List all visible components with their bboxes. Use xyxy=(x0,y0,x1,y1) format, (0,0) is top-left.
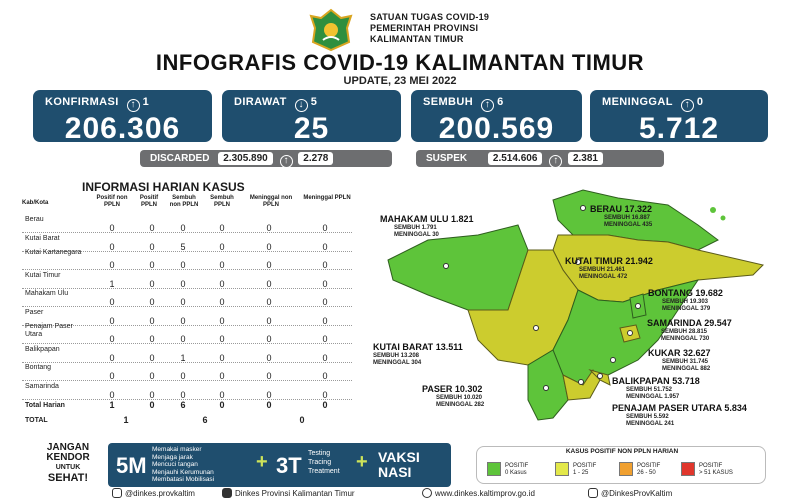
3t-item: Tracing xyxy=(308,459,332,466)
row-divider xyxy=(22,306,352,307)
arrow-up-icon: ↑ xyxy=(280,155,293,168)
discarded-value: 2.305.890 xyxy=(218,152,273,165)
arrow-down-icon: ↓ xyxy=(295,99,308,112)
3t-item: Testing xyxy=(308,450,331,457)
table-cell: 0 xyxy=(180,278,186,289)
table-cell: 0 xyxy=(266,371,272,381)
slogan-line: JANGAN xyxy=(46,442,90,453)
row-total-harian: Total Harian xyxy=(25,402,65,409)
table-cell: 1 xyxy=(109,400,115,410)
col-header-kabkota: Kab/Kota xyxy=(22,200,49,206)
legend-swatch-red xyxy=(681,462,695,476)
map-dot xyxy=(598,374,603,379)
5m-item: Membatasi Mobilisasi xyxy=(152,476,215,483)
plus-icon: + xyxy=(256,451,268,473)
slogan-line: SEHAT! xyxy=(47,472,89,484)
table-cell: 0 xyxy=(180,297,186,307)
arrow-up-icon: ↑ xyxy=(127,99,140,112)
arrow-up-icon: ↑ xyxy=(549,155,562,168)
stat-change: 5 xyxy=(310,96,318,108)
row-kabkota: Penajam Paser Utara xyxy=(25,323,73,338)
map-region-label: BONTANG 19.682 xyxy=(648,288,723,298)
map-dot xyxy=(611,358,616,363)
table-cell: 0 xyxy=(219,352,225,363)
table-cell: 0 xyxy=(266,400,272,410)
col-header: Positif PPLN xyxy=(139,195,159,208)
legend-swatch-yellow xyxy=(555,462,569,476)
row-divider xyxy=(22,362,352,363)
5m-item: Menjauhi Kerumunan xyxy=(152,468,214,476)
org-line-2: PEMERINTAH PROVINSI xyxy=(370,23,479,33)
stat-label: SEMBUH xyxy=(423,96,474,108)
table-cell: 0 xyxy=(219,278,225,289)
map-region-sub: SEMBUH 16.887 MENINGGAL 435 xyxy=(604,215,653,228)
stat-value: 5.712 xyxy=(638,112,720,145)
table-cell: 0 xyxy=(180,315,186,326)
row-divider xyxy=(22,232,352,233)
table-cell: 0 xyxy=(266,334,272,344)
map-region-label: MAHAKAM ULU 1.821 xyxy=(380,214,474,224)
page-title: INFOGRAFIS COVID-19 KALIMANTAN TIMUR xyxy=(155,50,645,75)
legend-swatch-green xyxy=(487,462,501,476)
map-region-sub: SEMBUH 31.745 MENINGGAL 882 xyxy=(662,359,711,372)
table-cell: 0 xyxy=(109,241,115,252)
col-header: Sembuh PPLN xyxy=(210,195,234,208)
stat-value: 206.306 xyxy=(64,112,181,145)
table-cell: 0 xyxy=(149,315,155,326)
5m-item: Memakai masker xyxy=(152,446,202,453)
row-divider xyxy=(22,288,352,289)
3t-list xyxy=(308,449,340,476)
map-region-label: KUKAR 32.627 xyxy=(648,348,711,358)
stat-card-sembuh xyxy=(411,90,582,145)
arrow-up-icon: ↑ xyxy=(681,99,694,112)
table-cell: 0 xyxy=(322,334,328,344)
table-cell: 0 xyxy=(109,297,115,307)
globe-icon xyxy=(422,488,432,498)
map-region-sub: SEMBUH 21.461 MENINGGAL 472 xyxy=(579,267,628,280)
map-region-sub: SEMBUH 19.303 MENINGGAL 379 xyxy=(662,299,711,312)
map-island xyxy=(710,207,716,213)
table-cell: 5 xyxy=(180,241,186,252)
table-cell: 0 xyxy=(109,371,115,381)
map-dot xyxy=(544,386,549,391)
suspek-change: 2.381 xyxy=(568,152,603,165)
vaksinasi-line: VAKSI xyxy=(378,449,420,465)
table-cell: 0 xyxy=(219,223,225,233)
row-kabkota: Kutai Kartanegara xyxy=(25,249,82,256)
suspek-bar xyxy=(416,150,664,167)
row-kabkota: Paser xyxy=(25,308,44,316)
legend-label: POSITIF > 51 KASUS xyxy=(699,463,733,476)
table-cell: 1 xyxy=(109,278,115,289)
map-region-label: PENAJAM PASER UTARA 5.834 xyxy=(612,403,747,413)
table-cell: 0 xyxy=(322,241,328,252)
table-cell: 0 xyxy=(109,223,115,233)
health-protocol-banner xyxy=(108,443,451,487)
table-cell: 0 xyxy=(180,371,186,381)
legend-label: POSITIF 1 - 25 xyxy=(573,463,597,476)
table-cell: 0 xyxy=(180,223,186,233)
3t-label: 3T xyxy=(276,453,302,478)
legend-swatch-orange xyxy=(619,462,633,476)
twitter-link[interactable]: @DinkesProvKaltim xyxy=(588,488,672,498)
map-region-sub: SEMBUH 1.791 MENINGGAL 30 xyxy=(394,225,439,238)
kaltim-emblem-icon xyxy=(305,8,357,52)
stat-card-konfirmasi xyxy=(33,90,212,145)
row-divider xyxy=(22,343,352,344)
map-region-sub: SEMBUH 5.592 MENINGGAL 241 xyxy=(626,414,675,427)
suspek-label: SUSPEK xyxy=(426,153,468,164)
map-dot xyxy=(628,331,633,336)
table-cell: 0 xyxy=(219,371,225,381)
stat-card-dirawat xyxy=(222,90,401,145)
map-dot xyxy=(444,264,449,269)
table-cell: 0 xyxy=(219,400,225,410)
update-date: UPDATE, 23 MEI 2022 xyxy=(343,75,457,87)
row-kabkota: Mahakam Ulu xyxy=(25,290,69,297)
table-cell: 0 xyxy=(266,260,272,270)
map-legend xyxy=(476,446,766,484)
table-cell: 0 xyxy=(299,415,305,425)
stat-value: 25 xyxy=(293,112,330,145)
website-link[interactable]: www.dinkes.kaltimprov.go.id xyxy=(422,488,535,498)
stat-label: KONFIRMASI xyxy=(45,96,119,108)
3t-item: Treatment xyxy=(308,468,340,475)
table-cell: 0 xyxy=(322,315,328,326)
map-region-label: BERAU 17.322 xyxy=(590,204,653,214)
row-kabkota: Samarinda xyxy=(25,382,59,390)
discarded-change: 2.278 xyxy=(298,152,333,165)
table-cell: 0 xyxy=(149,334,155,344)
facebook-link[interactable]: Dinkes Provinsi Kalimantan Timur xyxy=(222,488,355,498)
suspek-value: 2.514.606 xyxy=(488,152,543,165)
table-cell: 0 xyxy=(149,223,155,233)
5m-list xyxy=(152,446,214,484)
table-cell: 0 xyxy=(109,260,115,270)
map-region-sub: SEMBUH 51.752 MENINGGAL 1.957 xyxy=(626,387,680,400)
table-cell: 0 xyxy=(322,278,328,289)
table-cell: 0 xyxy=(322,371,328,381)
map-region-sub: SEMBUH 13.208 MENINGGAL 304 xyxy=(373,353,422,366)
table-cell: 0 xyxy=(322,223,328,233)
row-divider xyxy=(22,380,352,381)
table-cell: 0 xyxy=(180,334,186,344)
map-region-sub: SEMBUH 28.815 MENINGGAL 730 xyxy=(661,329,710,342)
map-region-label: KUTAI BARAT 13.511 xyxy=(373,342,463,352)
table-cell: 0 xyxy=(266,315,272,326)
table-cell: 0 xyxy=(322,352,328,363)
org-line-3: KALIMANTAN TIMUR xyxy=(370,34,464,44)
map-region-label: PASER 10.302 xyxy=(422,384,483,394)
table-cell: 0 xyxy=(219,297,225,307)
table-cell: 0 xyxy=(266,297,272,307)
table-title: INFORMASI HARIAN KASUS xyxy=(82,180,245,194)
org-line-1: SATUAN TUGAS COVID-19 xyxy=(370,12,490,22)
map-region-sub: SEMBUH 10.020 MENINGGAL 282 xyxy=(436,395,485,408)
stat-card-meninggal xyxy=(590,90,768,145)
table-cell: 0 xyxy=(266,389,272,400)
table-cell: 6 xyxy=(202,415,208,425)
table-cell: 0 xyxy=(109,389,115,400)
table-cell: 0 xyxy=(149,260,155,270)
table-cell: 0 xyxy=(149,389,155,400)
table-cell: 0 xyxy=(219,315,225,326)
stat-value: 200.569 xyxy=(438,112,555,145)
table-cell: 0 xyxy=(149,241,155,252)
table-cell: 0 xyxy=(149,352,155,363)
map-region-label: KUTAI TIMUR 21.942 xyxy=(565,256,653,266)
row-kabkota: Bontang xyxy=(25,364,52,371)
table-cell: 0 xyxy=(219,389,225,400)
table-cell: 0 xyxy=(266,352,272,363)
twitter-icon xyxy=(588,488,598,498)
legend-title: KASUS POSITIF NON PPLN HARIAN xyxy=(565,448,679,455)
table-cell: 0 xyxy=(266,223,272,233)
table-cell: 0 xyxy=(322,400,328,410)
table-cell: 0 xyxy=(180,260,186,270)
map-region-label: SAMARINDA 29.547 xyxy=(647,318,732,328)
5m-label: 5M xyxy=(116,453,147,478)
table-cell: 0 xyxy=(322,389,328,400)
table-cell: 0 xyxy=(219,260,225,270)
table-cell: 0 xyxy=(219,334,225,344)
table-cell: 0 xyxy=(180,389,186,400)
table-cell: 1 xyxy=(180,352,186,363)
row-total: TOTAL xyxy=(25,417,48,424)
col-header: Meninggal non PPLN xyxy=(249,195,293,208)
row-kabkota: Kutai Barat xyxy=(25,234,60,242)
table-cell: 0 xyxy=(109,352,115,363)
stat-label: MENINGGAL xyxy=(602,96,673,108)
table-cell: 0 xyxy=(109,334,115,344)
slogan xyxy=(38,443,98,483)
slogan-line: UNTUK xyxy=(55,464,81,471)
row-divider xyxy=(22,269,352,270)
stat-change: 1 xyxy=(142,96,150,108)
slogan-line: KENDOR xyxy=(46,452,90,463)
legend-label: POSITIF 26 - 50 xyxy=(637,463,661,476)
instagram-link[interactable]: @dinkes.provkaltim xyxy=(112,488,195,498)
map-dot xyxy=(581,206,586,211)
table-cell: 6 xyxy=(180,400,186,410)
instagram-icon xyxy=(112,488,122,498)
discarded-bar xyxy=(140,150,392,167)
table-cell: 0 xyxy=(149,371,155,381)
stat-change: 6 xyxy=(497,96,504,108)
facebook-icon xyxy=(222,488,232,498)
5m-item: Mencuci tangan xyxy=(152,461,198,468)
map-dot xyxy=(579,380,584,385)
table-cell: 0 xyxy=(219,241,225,252)
stat-label: DIRAWAT xyxy=(234,96,287,108)
legend-label: POSITIF 0 Kasus xyxy=(505,463,529,476)
col-header: Sembuh non PPLN xyxy=(169,195,199,208)
table-cell: 0 xyxy=(149,297,155,307)
map-island xyxy=(721,216,726,221)
col-header: Positif non PPLN xyxy=(96,195,128,208)
row-kabkota: Balikpapan xyxy=(25,345,60,353)
table-cell: 0 xyxy=(149,278,155,289)
row-kabkota: Kutai Timur xyxy=(25,271,61,279)
table-cell: 0 xyxy=(322,260,328,270)
table-cell: 0 xyxy=(149,400,155,410)
vaksinasi-line: NASI xyxy=(378,464,412,480)
row-kabkota: Berau xyxy=(25,216,44,223)
5m-item: Menjaga jarak xyxy=(152,453,193,461)
table-cell: 0 xyxy=(266,278,272,289)
col-header: Meninggal PPLN xyxy=(303,195,351,201)
plus-icon: + xyxy=(356,451,368,473)
table-cell: 0 xyxy=(109,315,115,326)
map-region-label: BALIKPAPAN 53.718 xyxy=(612,376,700,386)
stat-change: 0 xyxy=(696,96,704,108)
table-cell: 0 xyxy=(266,241,272,252)
arrow-up-icon: ↑ xyxy=(481,99,494,112)
discarded-label: DISCARDED xyxy=(150,153,210,164)
vaksinasi-label xyxy=(378,450,420,480)
map-dot xyxy=(534,326,539,331)
table-cell: 0 xyxy=(322,297,328,307)
table-cell: 1 xyxy=(123,415,129,425)
map-dot xyxy=(636,304,641,309)
